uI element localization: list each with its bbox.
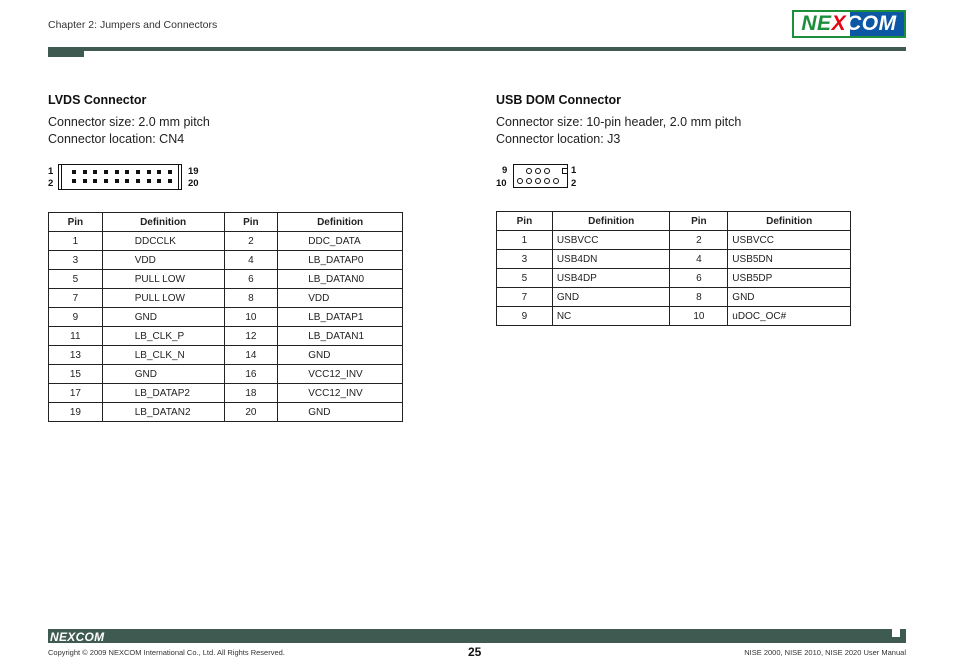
footer-corner-cutout	[892, 629, 900, 637]
table-row	[497, 269, 851, 288]
footer-corner-square	[892, 637, 898, 643]
pin-cell: 6	[224, 270, 278, 289]
pin-cell: 1	[497, 231, 553, 250]
definition-cell: LB_DATAP1	[278, 308, 403, 327]
table-row	[49, 384, 403, 403]
table-row	[49, 232, 403, 251]
definition-cell: LB_DATAN0	[278, 270, 403, 289]
usb-location: Connector location: J3	[496, 132, 621, 146]
pin-cell: 9	[497, 307, 553, 326]
pin-cell: 4	[670, 250, 728, 269]
usb-pin-table	[496, 211, 851, 326]
table-header: Definition	[278, 213, 403, 232]
pin-cell: 9	[49, 308, 103, 327]
lvds-pin-label-19: 19	[188, 166, 199, 177]
footer-bar	[48, 629, 906, 643]
lvds-pin-label-1: 1	[48, 166, 54, 177]
lvds-pin-label-2: 2	[48, 178, 54, 189]
definition-cell: PULL LOW	[102, 289, 224, 308]
definition-cell: uDOC_OC#	[728, 307, 851, 326]
table-row	[49, 365, 403, 384]
footer-logo: NEXCOM	[50, 630, 105, 644]
usb-pin-label-10: 10	[496, 178, 507, 189]
pin-cell: 14	[224, 346, 278, 365]
definition-cell: LB_DATAN2	[102, 403, 224, 422]
lvds-pin-table	[48, 212, 403, 422]
table-row	[49, 289, 403, 308]
footer-corner-square	[900, 637, 906, 643]
usb-size: Connector size: 10-pin header, 2.0 mm pitch	[496, 115, 742, 129]
nexcom-logo	[792, 10, 906, 38]
table-row	[49, 270, 403, 289]
table-row	[49, 403, 403, 422]
table-header: Definition	[728, 212, 851, 231]
definition-cell: NC	[552, 307, 670, 326]
pin-cell: 8	[224, 289, 278, 308]
manual-title: NISE 2000, NISE 2010, NISE 2020 User Manual	[744, 648, 906, 657]
definition-cell: LB_CLK_P	[102, 327, 224, 346]
table-row	[497, 250, 851, 269]
definition-cell: LB_DATAP0	[278, 251, 403, 270]
table-header: Pin	[497, 212, 553, 231]
usb-title: USB DOM Connector	[496, 93, 621, 107]
definition-cell: USB4DN	[552, 250, 670, 269]
table-header: Pin	[224, 213, 278, 232]
pin-cell: 17	[49, 384, 103, 403]
pin-cell: 7	[49, 289, 103, 308]
usb-pin-row-bottom	[517, 178, 559, 184]
definition-cell: PULL LOW	[102, 270, 224, 289]
pin-cell: 5	[497, 269, 553, 288]
pin-cell: 1	[49, 232, 103, 251]
pin-cell: 15	[49, 365, 103, 384]
definition-cell: VCC12_INV	[278, 384, 403, 403]
pin-cell: 10	[670, 307, 728, 326]
table-header: Definition	[102, 213, 224, 232]
pin-cell: 5	[49, 270, 103, 289]
definition-cell: USB4DP	[552, 269, 670, 288]
table-row	[49, 346, 403, 365]
pin-cell: 6	[670, 269, 728, 288]
lvds-location: Connector location: CN4	[48, 132, 185, 146]
definition-cell: USBVCC	[552, 231, 670, 250]
lvds-title: LVDS Connector	[48, 93, 147, 107]
header-divider	[48, 47, 906, 51]
pin-cell: 3	[497, 250, 553, 269]
pin-cell: 12	[224, 327, 278, 346]
table-row	[497, 231, 851, 250]
usb-pin-label-2: 2	[571, 178, 577, 189]
lvds-pin-grid	[64, 167, 176, 187]
table-row	[49, 308, 403, 327]
table-header: Pin	[49, 213, 103, 232]
definition-cell: LB_DATAN1	[278, 327, 403, 346]
table-row	[49, 251, 403, 270]
definition-cell: LB_DATAP2	[102, 384, 224, 403]
page-number: 25	[468, 645, 482, 659]
logo-text-right: COM	[846, 12, 897, 35]
lvds-size: Connector size: 2.0 mm pitch	[48, 115, 210, 129]
definition-cell: USBVCC	[728, 231, 851, 250]
definition-cell: GND	[102, 308, 224, 327]
table-header-row	[497, 212, 851, 231]
pin-cell: 18	[224, 384, 278, 403]
pin-cell: 20	[224, 403, 278, 422]
pin-cell: 7	[497, 288, 553, 307]
table-header: Pin	[670, 212, 728, 231]
pin-cell: 19	[49, 403, 103, 422]
pin-cell: 16	[224, 365, 278, 384]
definition-cell: GND	[278, 403, 403, 422]
header-divider-tab	[48, 47, 84, 57]
pin-cell: 8	[670, 288, 728, 307]
lvds-pin-label-20: 20	[188, 178, 199, 189]
definition-cell: VDD	[102, 251, 224, 270]
definition-cell: GND	[552, 288, 670, 307]
logo-text-left: NE	[801, 12, 832, 35]
pin-cell: 2	[670, 231, 728, 250]
pin-cell: 11	[49, 327, 103, 346]
definition-cell: DDCCLK	[102, 232, 224, 251]
copyright-text: Copyright © 2009 NEXCOM International Co., Ltd. All Rights Reserved.	[48, 648, 285, 657]
pin-cell: 4	[224, 251, 278, 270]
definition-cell: GND	[278, 346, 403, 365]
chapter-title: Chapter 2: Jumpers and Connectors	[48, 19, 218, 31]
pin-cell: 2	[224, 232, 278, 251]
table-row	[497, 307, 851, 326]
usb-pin-row-top	[526, 168, 568, 174]
table-header: Definition	[552, 212, 670, 231]
definition-cell: GND	[102, 365, 224, 384]
table-row	[49, 327, 403, 346]
pin-cell: 10	[224, 308, 278, 327]
definition-cell: LB_CLK_N	[102, 346, 224, 365]
definition-cell: DDC_DATA	[278, 232, 403, 251]
table-header-row	[49, 213, 403, 232]
definition-cell: VDD	[278, 289, 403, 308]
table-row	[497, 288, 851, 307]
logo-text-x: X	[831, 12, 847, 35]
usb-pin-label-9: 9	[502, 165, 508, 176]
pin-cell: 3	[49, 251, 103, 270]
definition-cell: USB5DP	[728, 269, 851, 288]
definition-cell: GND	[728, 288, 851, 307]
definition-cell: VCC12_INV	[278, 365, 403, 384]
usb-pin-label-1: 1	[571, 165, 577, 176]
pin-cell: 13	[49, 346, 103, 365]
definition-cell: USB5DN	[728, 250, 851, 269]
